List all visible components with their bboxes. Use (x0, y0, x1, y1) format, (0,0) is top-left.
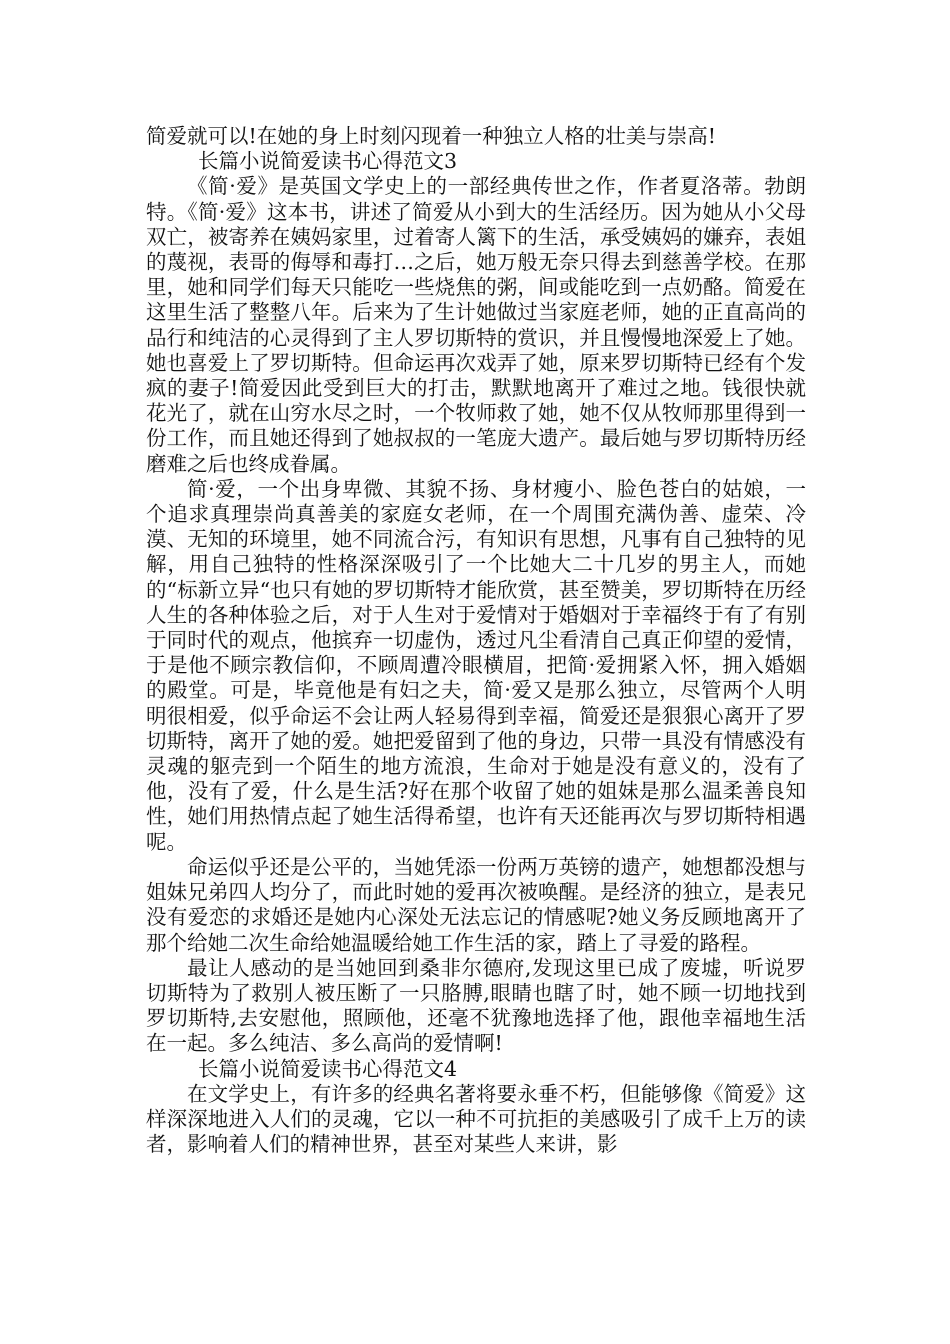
paragraph: 最让人感动的是当她回到桑非尔德府,发现这里已成了废墟，听说罗切斯特为了救别人被压断了一只胳膊,眼睛也瞎了时，她不顾一切地找到罗切斯特,去安慰他，照顾他，还毫不犹豫地选择了他，跟他幸福地生活在一起。多么纯洁、多么高尚的爱情啊! (146, 955, 806, 1056)
paragraph: 在文学史上，有许多的经典名著将要永垂不朽，但能够像《简爱》这样深深地进入人们的灵魂，它以一种不可抗拒的美感吸引了成千上万的读者，影响着人们的精神世界，甚至对某些人来讲，影 (146, 1081, 806, 1157)
section-heading-4: 长篇小说简爱读书心得范文4 (198, 1056, 458, 1081)
paragraph: 简·爱，一个出身卑微、其貌不扬、身材瘦小、脸色苍白的姑娘，一个追求真理崇尚真善美的家庭女老师，在一个周围充满伪善、虚荣、冷漠、无知的环境里，她不同流合污，有知识有思想，凡事有自己独特的见解，用自己独特的性格深深吸引了一个比她大二十几岁的男主人，而她的“标新立异“也只有她的罗切斯特才能欣赏，甚至赞美，罗切斯特在历经人生的各种体验之后，对于人生对于爱情对于婚姻对于幸福终于有了有别于同时代的观点，他摈弃一切虚伪，透过凡尘看清自己真正仰望的爱情，于是他不顾宗教信仰，不顾周遭冷眼横眉，把简·爱拥紧入怀，拥入婚姻的殿堂。可是，毕竟他是有妇之夫，简·爱又是那么独立，尽管两个人明明很相爱，似乎命运不会让两人轻易得到幸福，简爱还是狠狠心离开了罗切斯特，离开了她的爱。她把爱留到了他的身边，只带一具没有情感没有灵魂的躯壳到一个陌生的地方流浪，生命对于她是没有意义的，没有了他，没有了爱，什么是生活?好在那个收留了她的姐妹是那么温柔善良知性，她们用热情点起了她生活得希望，也许有天还能再次与罗切斯特相遇呢。 (146, 476, 806, 854)
section-heading-3: 长篇小说简爱读书心得范文3 (198, 149, 458, 174)
paragraph: 命运似乎还是公平的，当她凭添一份两万英镑的遗产，她想都没想与姐妹兄弟四人均分了，而此时她的爱再次被唤醒。是经济的独立，是表兄没有爱恋的求婚还是她内心深处无法忘记的情感呢?她义务反顾地离开了那个给她二次生命给她温暖给她工作生活的家，踏上了寻爱的路程。 (146, 854, 806, 955)
paragraph-continuation: 简爱就可以!在她的身上时刻闪现着一种独立人格的壮美与崇高! (146, 124, 716, 148)
paragraph: 《简·爱》是英国文学史上的一部经典传世之作，作者夏洛蒂。勃朗特。《简·爱》这本书，讲述了简爱从小到大的生活经历。因为她从小父母双亡，被寄养在姨妈家里，过着寄人篱下的生活，承受姨妈的嫌弃，表姐的蔑视，表哥的侮辱和毒打…之后，她万般无奈只得去到慈善学校。在那里，她和同学们每天只能吃一些烧焦的粥，间或能吃到一点奶酪。简爱在这里生活了整整八年。后来为了生计她做过当家庭老师，她的正直高尚的品行和纯洁的心灵得到了主人罗切斯特的赏识，并且慢慢地深爱上了她。她也喜爱上了罗切斯特。但命运再次戏弄了她，原来罗切斯特已经有个发疯的妻子!简爱因此受到巨大的打击，默默地离开了难过之地。钱很快就花光了，就在山穷水尽之时，一个牧师救了她，她不仅从牧师那里得到一份工作，而且她还得到了她叔叔的一笔庞大遗产。最后她与罗切斯特历经磨难之后也终成眷属。 (146, 174, 806, 476)
document-body (146, 124, 806, 1157)
